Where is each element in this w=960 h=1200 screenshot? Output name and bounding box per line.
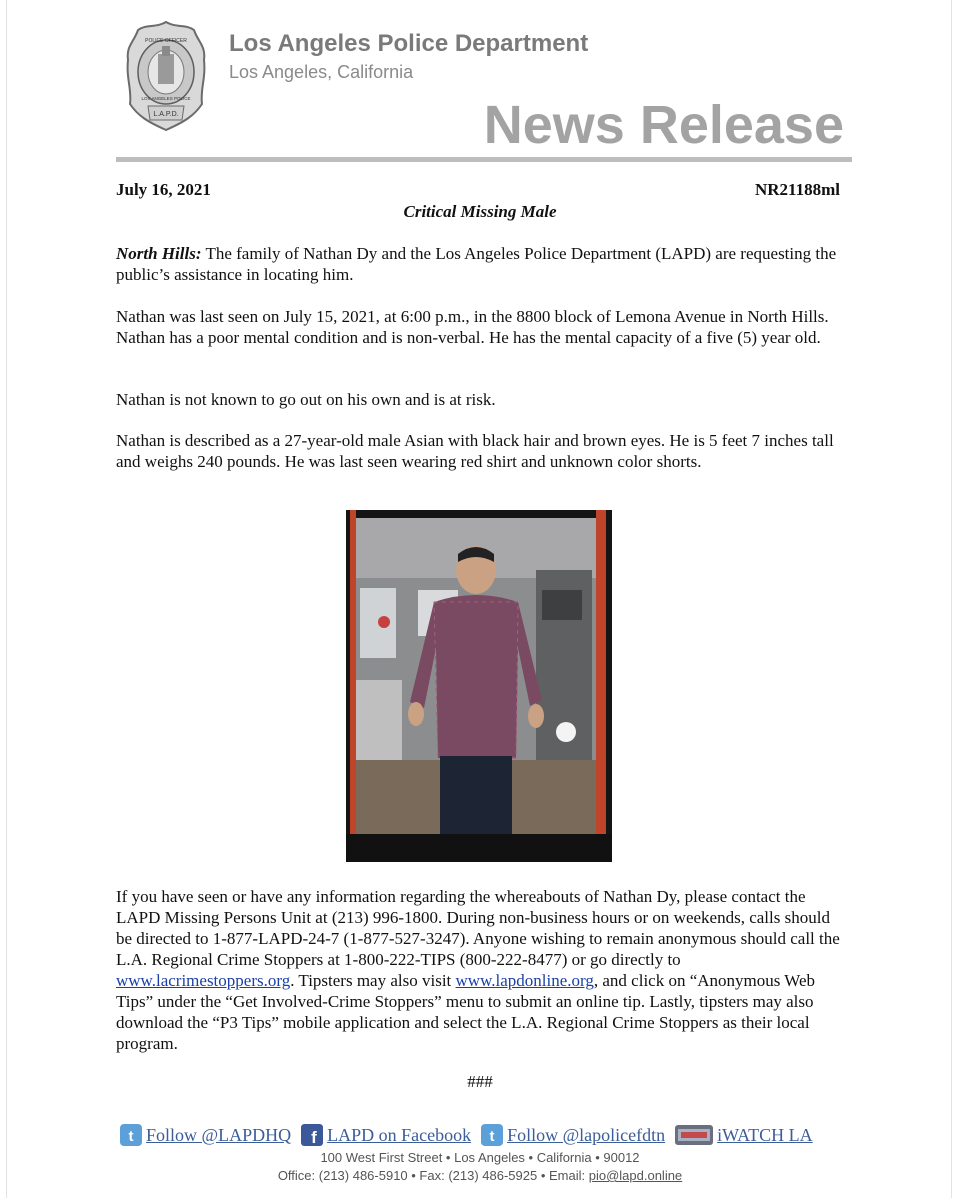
paragraph-contact [116, 886, 846, 1054]
iwatch-icon [675, 1125, 713, 1145]
social-link-lapolicefdtn[interactable] [481, 1124, 665, 1146]
contact-text-c: , and click on “Anonymous Web Tips” under the “Get Involved-Crime Stoppers” menu to submit an online tip. Lastly, tipsters may also download the “P3 Tips” mobile application and select the L.A. Regional Crime Stoppers as their local program. [116, 971, 816, 1053]
twitter-icon [481, 1124, 503, 1146]
paragraph-last-seen [116, 306, 846, 348]
department-name: Los Angeles Police Department [229, 30, 589, 57]
location-lead: North Hills: [116, 244, 202, 263]
intro-text: The family of Nathan Dy and the Los Angeles Police Department (LAPD) are requesting the public’s assistance in locating him. [116, 244, 837, 284]
footer-email-link[interactable]: pio@lapd.online [588, 1168, 683, 1183]
lapd-badge-logo [124, 20, 208, 132]
lapdonline-link[interactable]: www.lapdonline.org [455, 971, 594, 990]
release-number: NR21188ml [755, 180, 840, 199]
social-label: iWATCH LA [717, 1124, 813, 1145]
risk-text: Nathan is not known to go out on his own and is at risk. [116, 390, 496, 409]
end-mark: ### [467, 1072, 493, 1091]
social-links-row [120, 1124, 850, 1146]
description-text: Nathan is described as a 27-year-old male Asian with black hair and brown eyes. He is 5 feet 7 inches tall and weighs 240 pounds. He was last seen wearing red shirt and unknown color shorts. [116, 431, 834, 471]
department-city: Los Angeles, California [229, 62, 414, 82]
footer-contact [0, 1168, 960, 1183]
twitter-icon [120, 1124, 142, 1146]
paragraph-description [116, 430, 846, 472]
footer-phone-fax: Office: (213) 486-5910 • Fax: (213) 486-5925 • Email: [277, 1168, 589, 1183]
headline: Critical Missing Male [403, 202, 557, 221]
last-seen-text: Nathan was last seen on July 15, 2021, at 6:00 p.m., in the 8800 block of Lemona Avenue in North Hills. Nathan has a poor mental condition and is non-verbal. He has the mental capacity of a five (5) year old. [116, 307, 829, 347]
social-label: Follow @LAPDHQ [146, 1124, 292, 1145]
svg-text:LOS ANGELES POLICE: LOS ANGELES POLICE [141, 96, 191, 101]
header-divider [116, 157, 852, 162]
social-link-lapdhq[interactable] [120, 1124, 291, 1146]
social-link-iwatch[interactable] [675, 1125, 813, 1146]
contact-text-b: . Tipsters may also visit [290, 971, 456, 990]
footer-address: 100 West First Street • Los Angeles • California • 90012 [320, 1150, 640, 1165]
release-date: July 16, 2021 [116, 180, 211, 199]
svg-text:t: t [128, 1128, 134, 1145]
paragraph-risk [116, 389, 846, 410]
lacrimestoppers-link[interactable]: www.lacrimestoppers.org [116, 971, 291, 990]
social-label: LAPD on Facebook [327, 1124, 472, 1145]
svg-text:POLICE OFFICER: POLICE OFFICER [145, 38, 187, 44]
document-type-title: News Release [483, 95, 844, 155]
contact-text-a: If you have seen or have any information regarding the whereabouts of Nathan Dy, please contact the LAPD Missing Persons Unit at (213) 996-1800. During non-business hours or on weekends, calls should be directed to 1-877-LAPD-24-7 (1-877-527-3247). Anyone wishing to remain anonymous should call the L.A. Regional Crime Stoppers at 1-800-222-TIPS (800-222-8477) or go directly to [116, 887, 840, 969]
social-label: Follow @lapolicefdtn [507, 1124, 666, 1145]
facebook-icon [301, 1124, 323, 1146]
paragraph-intro [116, 243, 846, 285]
svg-text:t: t [489, 1128, 495, 1145]
missing-person-photo [346, 510, 612, 862]
svg-text:f: f [311, 1128, 317, 1146]
social-link-facebook[interactable] [301, 1124, 471, 1146]
svg-text:L.A.P.D.: L.A.P.D. [153, 111, 179, 118]
